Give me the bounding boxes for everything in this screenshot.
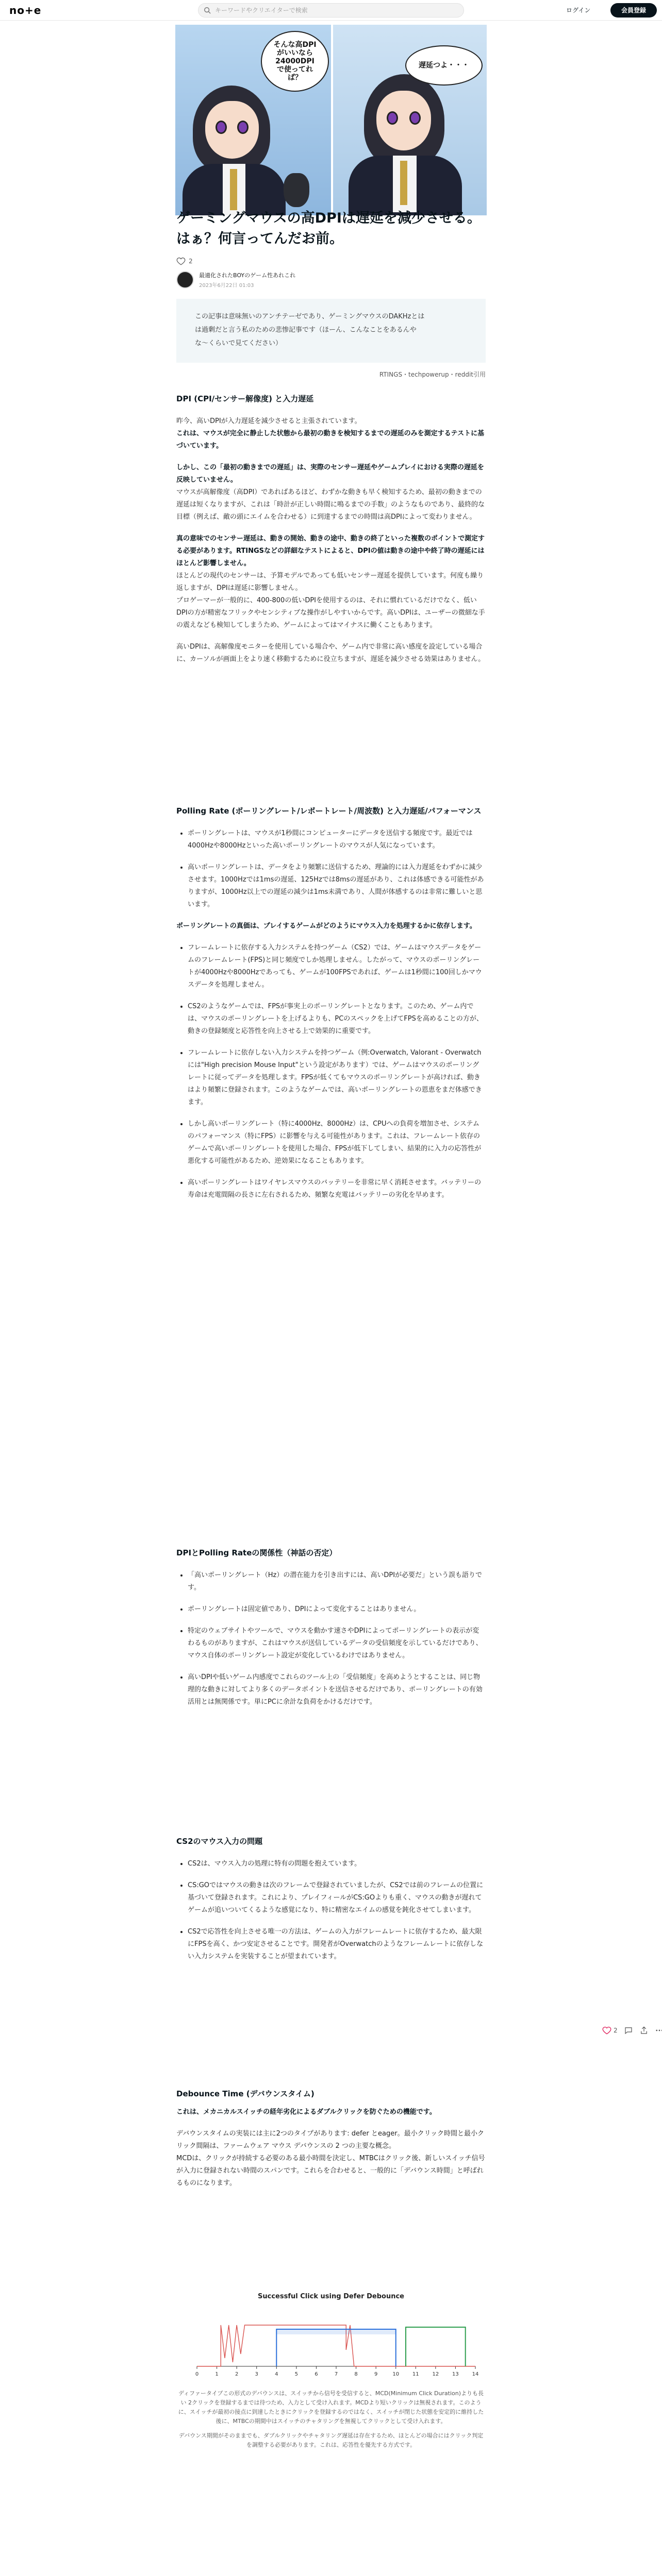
paragraph: プロゲーマーが一般的に、400-800の低いDPIを使用するのは、それに慣れているだけでなく、低いDPIの方が精密なフリックやセンシティブな操作がしやすいからです。高いDPIは、ユーザーの微細な手の震えなども検知してしまうため、ゲームによってはマイナスに働くこともあります。	[176, 597, 485, 629]
speech-bubble-right: 遅延つよ・・・	[405, 45, 483, 86]
paragraph: デバウンスタイムの実装には主に2つのタイプがあります: defer とeager。最小クリック時間と最小クリック間隔は、ファームウェア マウス デバウンスの 2 つの主要な概念。	[176, 2130, 485, 2150]
paragraph: 昨今、高いDPIが入力遅延を減少させると主張されています。	[176, 417, 361, 425]
x-tick-label: 5	[294, 2371, 299, 2377]
x-tick-label: 7	[334, 2371, 338, 2377]
figure-defer-debounce	[176, 2293, 486, 2450]
side-like-count: 2	[614, 2027, 618, 2034]
list-item: • 特定のウェブサイトやツールで、マウスを動かす速さやDPIによってポーリングレートの表示が変わるものがありますが、これはマウスが送信しているデータの受信頻度を示しているだけであり、マウス自体のポーリングレート設定が変化しているわけではありません。	[188, 1625, 486, 1662]
speech-bubble-left: そんな高DPI がいいなら 24000DPI で使ってれ ば？	[261, 31, 329, 92]
comment-icon[interactable]	[624, 2026, 633, 2035]
floating-actions	[602, 2026, 662, 2035]
heart-icon	[602, 2026, 611, 2035]
x-tick-label: 10	[392, 2371, 400, 2377]
article-title: ゲーミングマウスの高DPIは遅延を減少させる。はぁ？何言ってんだお前。	[176, 210, 481, 247]
notice-line: な～くらいで見てください）	[195, 340, 283, 347]
hero-panel-left	[175, 25, 333, 215]
x-tick-label: 1	[215, 2371, 219, 2377]
character-face	[376, 91, 431, 150]
list-item: • 高いDPIや低いゲーム内感度でこれらのツール上の「受信頻度」を高めようとすることは、同じ物理的な動きに対してより多くのデータポイントを送信させるだけであり、ポーリングレートの有効活用とは無関係です。単にPCに余計な負荷をかけるだけです。	[188, 1671, 486, 1708]
list-item: • 高いポーリングレートはワイヤレスマウスのバッテリーを非常に早く消耗させます。バッテリーの寿命は充電間隔の長さに左右されるため、頻繁な充電はバッテリーの劣化を早めます。	[188, 1177, 486, 1201]
publish-date: 2023年6月22日 01:03	[199, 283, 254, 289]
x-tick-label: 3	[255, 2371, 258, 2377]
section-heading: Debounce Time (デバウンスタイム)	[176, 2089, 315, 2098]
search-input[interactable]	[215, 7, 452, 14]
list-item: • ポーリングレートは、マウスが1秒間にコンピューターにデータを送信する頻度です。最近では4000Hzや8000Hzといった高いポーリングレートのマウスが人気になっています。	[188, 827, 486, 852]
character-eye	[216, 121, 227, 134]
share-icon[interactable]	[639, 2026, 649, 2035]
x-tick-label: 8	[354, 2371, 358, 2377]
character-face	[205, 101, 259, 159]
character-tie	[400, 161, 407, 205]
section-dpi	[176, 392, 486, 675]
x-tick-label: 6	[315, 2371, 318, 2377]
notice-line: は過剰だと言う私のための悲惨記事です（ほーん、こんなことをあるんや	[195, 326, 417, 334]
more-icon[interactable]	[655, 2026, 662, 2035]
section-heading: CS2のマウス入力の問題	[176, 1837, 263, 1846]
search-icon	[204, 7, 211, 14]
list-item: • CS2のようなゲームでは、FPSが事実上のポーリングレートとなります。このため、ゲーム内では、マウスのポーリングレートを上げるよりも、PCのスペックを上げてFPSを高めることの方が、動きの登録頻度と応答性を向上させる上で効果的に重要です。	[188, 1001, 486, 1038]
figure-title: Successful Click using Defer Debounce	[258, 2293, 404, 2300]
list-item: • CS2は、マウス入力の処理に特有の問題を抱えています。	[188, 1858, 486, 1870]
search-bar[interactable]	[198, 3, 464, 18]
list-item: • フレームレートに依存しない入力システムを持つゲーム（例:Overwatch, Valorant - Overwatchには"High precision Mouse Input"という設定があります）では、ゲームはマウスのポーリングレートに従ってデータを処理します。FPSが低くてもマウスのポーリングレートが高ければ、動きはより頻繁に登録されます。このようなゲームでは、高いポーリングレートの恩恵をまだ体感できます。	[188, 1047, 486, 1109]
character-eye	[387, 111, 398, 125]
side-like-button[interactable]	[602, 2026, 618, 2035]
mtbc-line	[406, 2327, 466, 2366]
list-item: • 「高いポーリングレート（Hz）の潜在能力を引き出すには、高いDPIが必要だ」という誤も語りです。	[188, 1569, 486, 1594]
registered-click-line	[276, 2329, 395, 2366]
heart-icon	[176, 257, 186, 266]
paragraph: ポーリングレートの真価は、プレイするゲームがどのようにマウス入力を処理するかに依存します。	[176, 922, 476, 930]
author-avatar[interactable]	[176, 271, 194, 289]
list-item: • CS2で応答性を向上させる唯一の方法は、ゲームの入力がフレームレートに依存するため、最大限にFPSを高く、かつ安定させることです。開発者がOverwatchのようなフレームレートに依存しない入力システムを実装することが望まれています。	[188, 1926, 486, 1963]
note-logo[interactable]: no+e	[9, 4, 42, 16]
section-heading: DPI (CPI/センサー解像度) と入力遅延	[176, 394, 314, 403]
paragraph: 真の意味でのセンサー遅延は、動きの開始、動きの途中、動きの終了といった複数のポイントで測定する必要があります。RTINGSなどの詳細なテストによると、DPIの値は動きの途中や終了時の遅延にはほとんど影響しません。	[176, 535, 485, 567]
paragraph: マウスが高解像度（高DPI）であればあるほど、わずかな動きも早く検知するため、最初の動きまでの遅延は短くなりますが、これは「時計が正しい時間に鳴るまでの手数」のようなものであり、最終的な目標（例えば、敵の頭にエイムを合わせる）に到達するまでの時間は高DPIによって変わりません。	[176, 488, 485, 521]
character-eye	[237, 121, 249, 134]
section-heading: Polling Rate (ポーリングレート/レポートレート/周波数) と入力遅延/パフォーマンス	[176, 806, 482, 816]
section-heading: DPIとPolling Rateの関係性（神話の否定）	[176, 1548, 337, 1557]
section-polling-rate	[176, 804, 486, 1211]
x-tick-label: 0	[195, 2371, 199, 2377]
list-item: • フレームレートに依存する入力システムを持つゲーム（CS2）では、ゲームはマウスデータをゲームのフレームレート(FPS)と同じ頻度でしか処理しません。したがって、マウスのポーリングレートが4000Hzや8000Hzであっても、ゲームが100FPSであれば、ゲームは1秒間に100回しかマウスデータを処理しません。	[188, 942, 486, 991]
paragraph: これは、マウスが完全に静止した状態から最初の動きを検知するまでの遅延のみを測定するテストに基づいています。	[176, 430, 485, 450]
figure-caption: ディファータイプこの形式のデバウンスは、スイッチから信号を受信すると、MCD(Minimum Click Duration)よりも長い 2クリックを登録するまでは待つため、入力として受け入れます。MCDより短いクリックは無視されます。このように、スイッチが最初の接点に到達したときにクリックを登録するのではなく、スイッチが閉じた状態を安定的に維持した後に、MTBCの期間中はスイッチのチャタリングを無視してクリックとして受け入れます。	[178, 2390, 484, 2425]
paragraph: これは、メカニカルスイッチの経年劣化によるダブルクリックを防ぐための機能です。	[176, 2108, 436, 2116]
signup-button[interactable]: 会員登録	[610, 3, 657, 18]
list-item: • ポーリングレートは固定値であり、DPIによって変化することはありません。	[188, 1603, 486, 1616]
x-tick-label: 13	[452, 2371, 459, 2377]
section-dpi-polling-relation	[176, 1546, 486, 1718]
hero-panel-right	[331, 25, 487, 215]
source-tags: RTINGS・techpowerup・reddit引用	[379, 371, 486, 378]
section-debounce	[176, 2087, 486, 2199]
paragraph: 高いDPIは、高解像度モニターを使用している場合や、ゲーム内で非常に高い感度を設定している場合に、カーソルが画面上をより速く移動するために役立ちますが、遅延を減少させる効果はありません。	[176, 643, 485, 663]
top-navigation	[0, 0, 662, 21]
like-counter[interactable]	[176, 257, 193, 266]
list-item: • しかし高いポーリングレート（特に4000Hz、8000Hz）は、CPUへの負荷を増加させ、システムのパフォーマンス（特にFPS）に影響を与える可能性があります。これは、フレームレート依存のゲームで高いポーリングレートを使用した場合、FPSが低下してしまい、結果的に入力の応答性が悪化する可能性があるため、逆効果になることもあります。	[188, 1118, 486, 1167]
defer-debounce-chart	[176, 2304, 486, 2382]
section-cs2-input	[176, 1834, 486, 1972]
x-tick-label: 14	[472, 2371, 479, 2377]
x-tick-label: 4	[275, 2371, 278, 2377]
paragraph: しかし、この「最初の動きまでの遅延」は、実際のセンサー遅延やゲームプレイにおける実際の遅延を反映していません。	[176, 464, 484, 484]
character-tie	[230, 169, 237, 210]
x-tick-label: 11	[412, 2371, 419, 2377]
figure-caption: デバウンス期間がそのままでも、ダブルクリックやチャタリング遅延は存在するため、ほとんどの場合にはクリック判定を調整する必要があります。これは、応答性を優先する方式です。	[178, 2432, 484, 2448]
list-item: • 高いポーリングレートは、データをより頻繁に送信するため、理論的には入力遅延をわずかに減少させます。1000Hzでは1msの遅延、125Hzでは8msの遅延があり、これは体感できる可能性がありますが、1000Hz以上での遅延の減少は1ms未満であり、人間が体感するのは非常に難しいと思います。	[188, 861, 486, 911]
character-eye	[409, 111, 421, 125]
article-notice	[176, 299, 486, 363]
x-tick-label: 12	[432, 2371, 439, 2377]
author-info[interactable]	[176, 271, 295, 289]
hero-illustration	[175, 25, 487, 215]
x-tick-label: 2	[235, 2371, 239, 2377]
like-count: 2	[189, 258, 193, 265]
paragraph: ほとんどの現代のセンサーは、予算モデルであっても低いセンサー遅延を提供しています。何度も繰り返しますが、DPIは遅延に影響しません。	[176, 572, 484, 592]
list-item: • CS:GOではマウスの動きは次のフレームで登録されていましたが、CS2では前のフレームの位置に基づいて登録されます。これにより、プレイフィールがCS:GOよりも重く、マウスの動きが遅れてゲームが追いついてくるような感覚になり、特に精密なエイムの感覚を鈍化させてしまいます。	[188, 1879, 486, 1917]
paragraph: MCDは、クリックが持続する必要のある最小時間を決定し、MTBCはクリック後、新しいスイッチ信号が入力に登録されない時間のスパンです。これらを合わせると、一般的に「デバウンス時間」と呼ばれるものになります。	[176, 2155, 485, 2187]
author-name[interactable]: 最適化されたBOYのゲーム性あれこれ	[199, 272, 296, 279]
mcd-region	[276, 2329, 395, 2334]
login-button[interactable]: ログイン	[566, 7, 591, 14]
x-tick-label: 9	[374, 2371, 378, 2377]
mouse-illustration	[284, 173, 309, 207]
notice-line: この記事は意味無いのアンチテーゼであり、ゲーミングマウスのDAKHzとは	[195, 313, 425, 320]
